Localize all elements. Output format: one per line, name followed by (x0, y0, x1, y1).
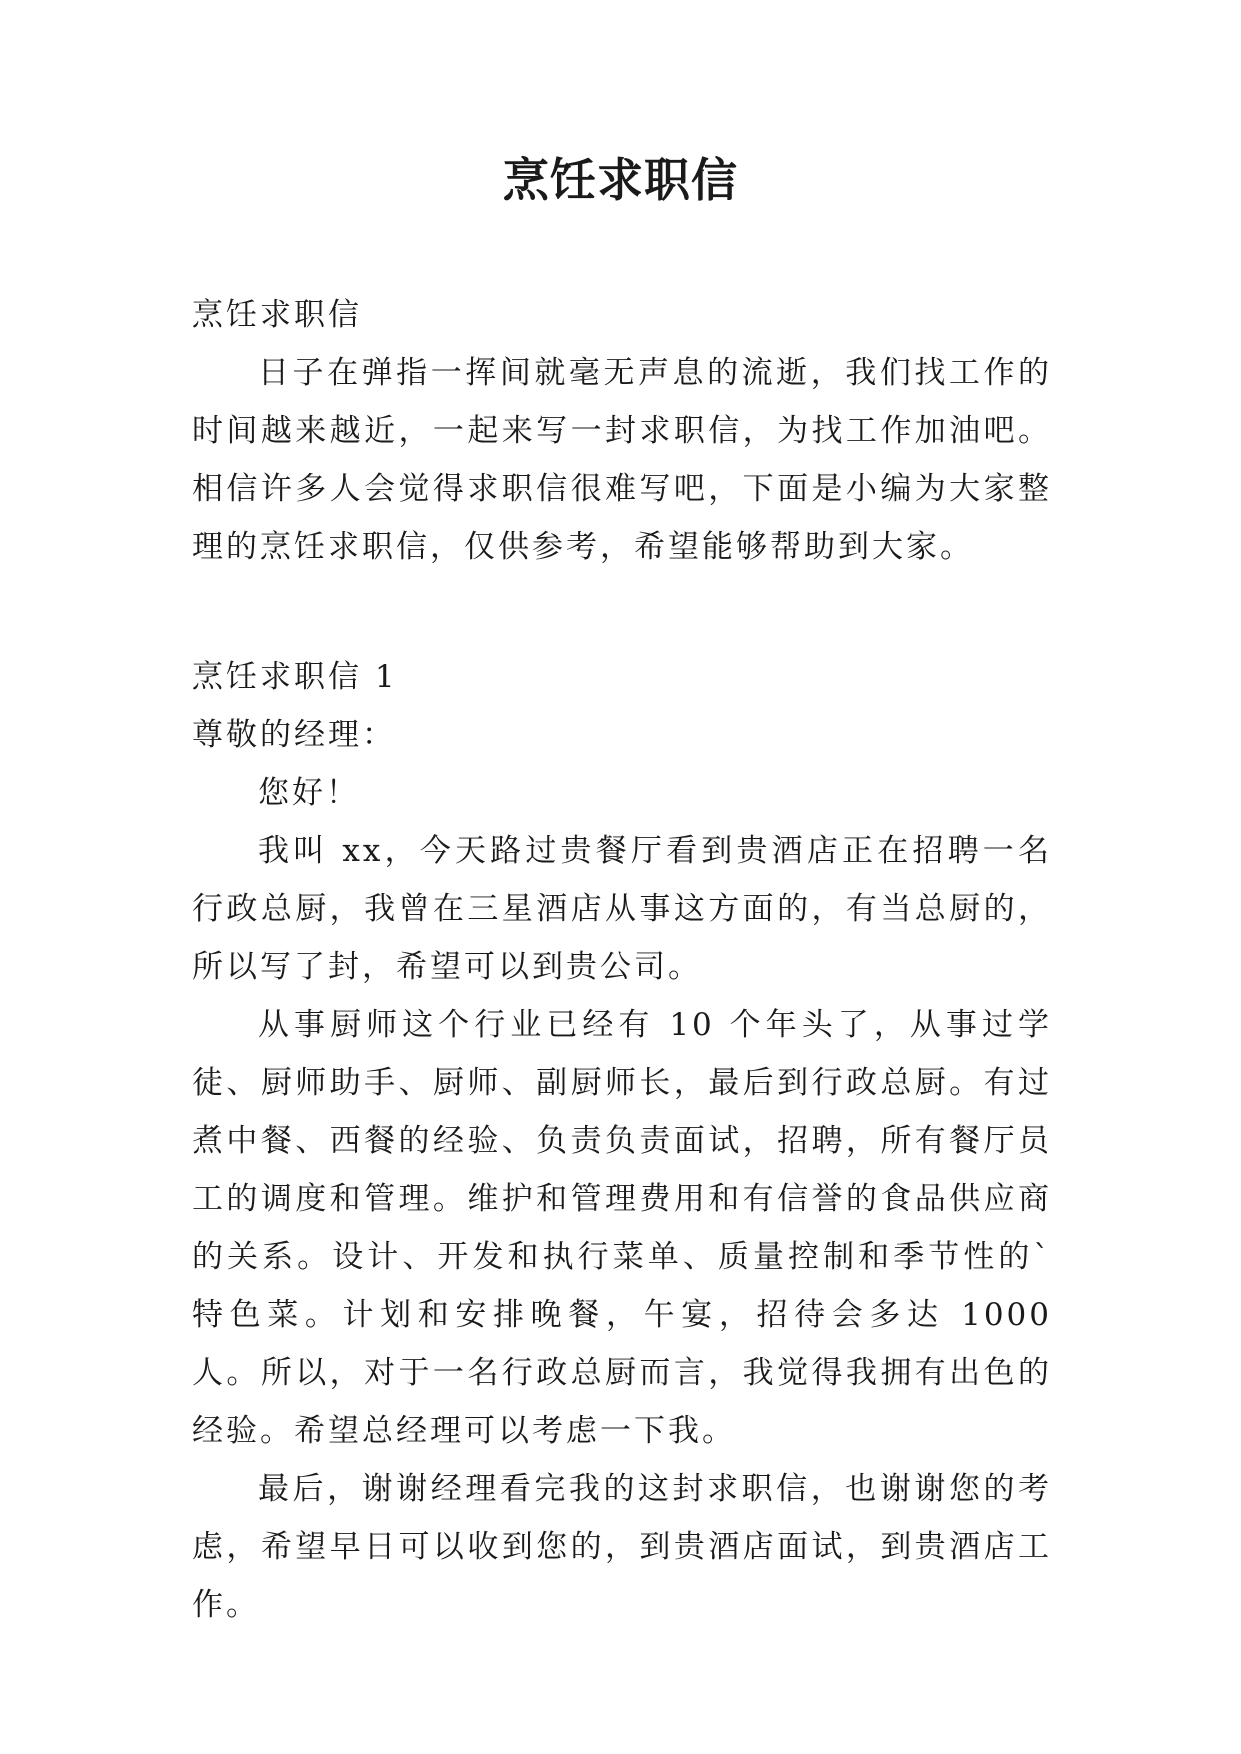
letter-paragraph: 我叫 xx，今天路过贵餐厅看到贵酒店正在招聘一名行政总厨，我曾在三星酒店从事这方面的，有当总厨的，所以写了封，希望可以到贵公司。 (192, 833, 1052, 985)
letter-paragraph: 最后，谢谢经理看完我的这封求职信，也谢谢您的考虑，希望早日可以收到您的，到贵酒店面试，到贵酒店工作。 (192, 1471, 1052, 1623)
document-subtitle: 烹饪求职信 (192, 297, 362, 333)
intro-paragraph: 日子在弹指一挥间就毫无声息的流逝，我们找工作的时间越来越近，一起来写一封求职信，为找工作加油吧。相信许多人会觉得求职信很难写吧，下面是小编为大家整理的烹饪求职信，仅供参考，希望能够帮助到大家。 (192, 355, 1052, 565)
letter-paragraph: 从事厨师这个行业已经有 10 个年头了，从事过学徒、厨师助手、厨师、副厨师长，最后到行政总厨。有过煮中餐、西餐的经验、负责负责面试，招聘，所有餐厅员工的调度和管理。维护和管理费用和有信誉的食品供应商的关系。设计、开发和执行菜单、质量控制和季节性的`特色菜。计划和安排晚餐，午宴，招待会多达 1000 人。所以，对于一名行政总厨而言，我觉得我拥有出色的经验。希望总经理可以考虑一下我。 (192, 1007, 1052, 1449)
letter-greeting: 您好！ (258, 775, 360, 811)
letter-salutation: 尊敬的经理： (192, 717, 396, 753)
document-title: 烹饪求职信 (503, 153, 738, 207)
letter-heading: 烹饪求职信 1 (192, 659, 398, 695)
document-body (192, 286, 1052, 1634)
section-spacer (192, 576, 1052, 648)
